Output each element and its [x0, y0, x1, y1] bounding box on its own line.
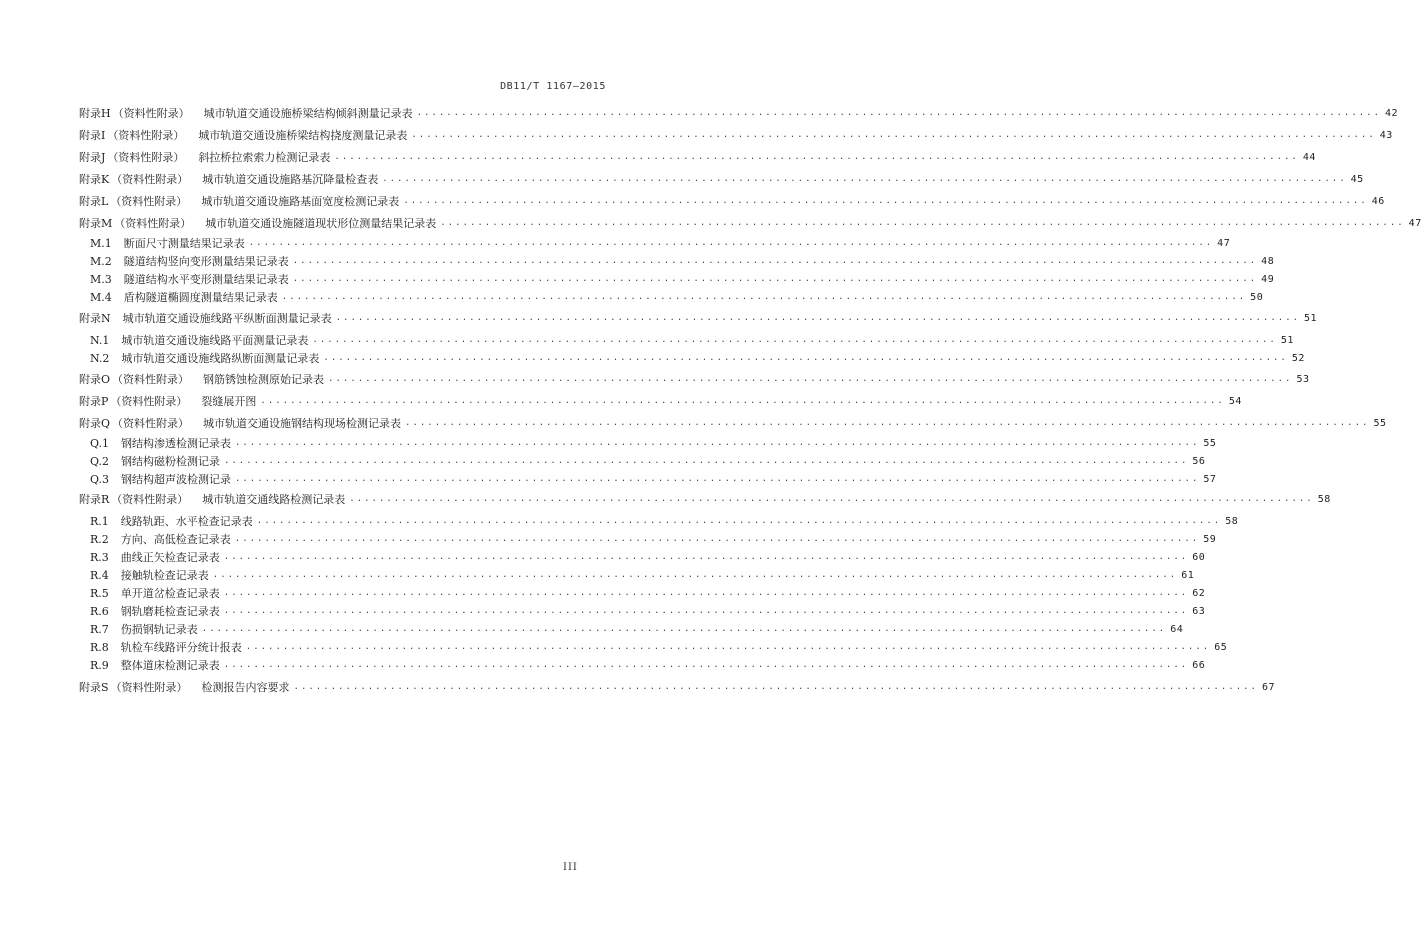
toc-entry[interactable] — [79, 193, 1385, 209]
toc-entry-page-number: 47 — [1217, 238, 1231, 249]
toc-subentry[interactable] — [90, 513, 1239, 529]
toc-entry-code: R.1 — [90, 515, 109, 528]
toc-subentry[interactable] — [90, 350, 1305, 366]
toc-entry-code: 附录R — [79, 493, 110, 506]
toc-entry-title: 整体道床检测记录表 — [120, 659, 220, 672]
toc-entry-title: 单开道岔检查记录表 — [120, 587, 220, 600]
toc-subentry[interactable] — [90, 435, 1217, 451]
toc-entry[interactable] — [79, 393, 1242, 409]
toc-dot-leader: .................................................................................................................................. — [416, 108, 1381, 118]
toc-entry-code: R.8 — [90, 641, 109, 654]
toc-entry-page-number: 45 — [1350, 174, 1364, 185]
toc-entry-title: 曲线正矢检查记录表 — [120, 551, 220, 564]
toc-entry-title: 检测报告内容要求 — [201, 681, 290, 694]
toc-entry-code: 附录H — [79, 107, 111, 120]
toc-subentry[interactable] — [90, 549, 1206, 565]
toc-dot-leader: .................................................................................................................................. — [403, 196, 1368, 206]
toc-entry-code: 附录P — [79, 395, 109, 408]
toc-entry[interactable] — [79, 105, 1399, 121]
toc-entry-code: M.4 — [90, 291, 112, 304]
toc-entry-page-number: 51 — [1304, 313, 1318, 324]
toc-entry-code: R.6 — [90, 605, 109, 618]
toc-entry-page-number: 62 — [1192, 588, 1206, 599]
toc-entry-title: 钢结构磁粉检测记录 — [120, 455, 220, 468]
toc-entry-annex-type: （资料性附录） — [111, 493, 189, 506]
toc-entry-page-number: 67 — [1261, 682, 1275, 693]
toc-entry[interactable] — [79, 171, 1364, 187]
toc-entry[interactable] — [79, 127, 1393, 143]
toc-entry-title: 伤损钢轨记录表 — [120, 623, 198, 636]
toc-entry-annex-type: （资料性附录） — [107, 151, 185, 164]
toc-entry-page-number: 56 — [1192, 456, 1206, 467]
toc-entry-title: 城市轨道交通设施隧道现状形位测量结果记录表 — [205, 217, 437, 230]
toc-entry-code: R.7 — [90, 623, 109, 636]
toc-dot-leader: .................................................................................................................................. — [323, 353, 1288, 363]
toc-entry-page-number: 50 — [1250, 292, 1264, 303]
toc-entry-title: 钢结构超声波检测记录 — [120, 473, 231, 486]
toc-entry-title: 隧道结构竖向变形测量结果记录表 — [123, 255, 289, 268]
toc-entry-code: Q.1 — [90, 437, 109, 450]
toc-dot-leader: .................................................................................................................................. — [223, 660, 1189, 670]
toc-subentry[interactable] — [90, 453, 1206, 469]
toc-entry[interactable] — [79, 215, 1422, 231]
toc-dot-leader: .................................................................................................................................. — [334, 152, 1299, 162]
standard-code-header: DB11/T 1167—2015 — [500, 81, 606, 92]
toc-subentry[interactable] — [90, 271, 1275, 287]
toc-dot-leader: .................................................................................................................................. — [382, 174, 1347, 184]
toc-dot-leader: .................................................................................................................................. — [411, 130, 1376, 140]
toc-dot-leader: .................................................................................................................................. — [245, 642, 1211, 652]
toc-dot-leader: .................................................................................................................................. — [312, 335, 1277, 345]
toc-subentry[interactable] — [90, 531, 1217, 547]
toc-subentry[interactable] — [90, 471, 1217, 487]
toc-entry-page-number: 63 — [1192, 606, 1206, 617]
toc-entry[interactable] — [79, 310, 1318, 326]
toc-entry-code: R.4 — [90, 569, 109, 582]
toc-entry-annex-type: （资料性附录） — [112, 373, 190, 386]
toc-dot-leader: .................................................................................................................................. — [223, 606, 1189, 616]
toc-dot-leader: .................................................................................................................................. — [223, 552, 1189, 562]
toc-entry-title: 城市轨道交通设施线路平纵断面测量记录表 — [122, 312, 332, 325]
toc-entry-code: R.5 — [90, 587, 109, 600]
toc-dot-leader: .................................................................................................................................. — [292, 256, 1258, 266]
toc-entry-annex-type: （资料性附录） — [110, 395, 188, 408]
toc-dot-leader: .................................................................................................................................. — [335, 313, 1301, 323]
toc-entry-code: 附录O — [79, 373, 111, 386]
toc-dot-leader: .................................................................................................................................. — [234, 438, 1200, 448]
toc-entry-page-number: 46 — [1371, 196, 1385, 207]
toc-subentry[interactable] — [90, 289, 1264, 305]
toc-entry-page-number: 59 — [1203, 534, 1217, 545]
toc-entry-annex-type: （资料性附录） — [112, 107, 190, 120]
toc-entry-page-number: 65 — [1214, 642, 1228, 653]
toc-entry-code: M.3 — [90, 273, 112, 286]
toc-entry-page-number: 60 — [1192, 552, 1206, 563]
toc-entry-page-number: 57 — [1203, 474, 1217, 485]
toc-subentry[interactable] — [90, 657, 1206, 673]
toc-dot-leader: .................................................................................................................................. — [281, 292, 1247, 302]
toc-subentry[interactable] — [90, 621, 1184, 637]
toc-dot-leader: .................................................................................................................................. — [234, 474, 1200, 484]
toc-dot-leader: .................................................................................................................................. — [248, 238, 1214, 248]
toc-entry-page-number: 43 — [1379, 130, 1393, 141]
toc-entry-title: 裂缝展开图 — [201, 395, 257, 408]
toc-entry-title: 城市轨道交通设施路基面宽度检测记录表 — [201, 195, 400, 208]
toc-entry-title: 城市轨道交通设施线路纵断面测量记录表 — [121, 352, 320, 365]
toc-entry-code: R.9 — [90, 659, 109, 672]
toc-entry-page-number: 64 — [1170, 624, 1184, 635]
toc-entry-annex-type: （资料性附录） — [110, 195, 188, 208]
toc-entry-code: N.2 — [90, 352, 110, 365]
toc-entry-annex-type: （资料性附录） — [111, 173, 189, 186]
toc-dot-leader: .................................................................................................................................. — [328, 374, 1293, 384]
toc-entry-title: 城市轨道交通设施桥梁结构挠度测量记录表 — [198, 129, 408, 142]
toc-entry-code: 附录Q — [79, 417, 111, 430]
toc-dot-leader: .................................................................................................................................. — [223, 456, 1189, 466]
toc-dot-leader: .................................................................................................................................. — [234, 534, 1200, 544]
toc-subentry[interactable] — [90, 639, 1228, 655]
toc-entry-page-number: 44 — [1302, 152, 1316, 163]
toc-dot-leader: .................................................................................................................................. — [201, 624, 1167, 634]
toc-entry-title: 城市轨道交通设施线路平面测量记录表 — [121, 334, 309, 347]
toc-dot-leader: .................................................................................................................................. — [349, 494, 1314, 504]
toc-entry-code: M.2 — [90, 255, 112, 268]
toc-entry-code: 附录I — [79, 129, 106, 142]
toc-entry-code: R.3 — [90, 551, 109, 564]
toc-entry-title: 轨检车线路评分统计报表 — [120, 641, 242, 654]
toc-dot-leader: .................................................................................................................................. — [405, 418, 1370, 428]
toc-subentry[interactable] — [90, 585, 1206, 601]
toc-entry-title: 城市轨道交通线路检测记录表 — [202, 493, 346, 506]
toc-entry-title: 城市轨道交通设施桥梁结构倾斜测量记录表 — [203, 107, 413, 120]
toc-entry-code: 附录N — [79, 312, 111, 325]
toc-entry-title: 接触轨检查记录表 — [120, 569, 209, 582]
toc-entry-page-number: 66 — [1192, 660, 1206, 671]
toc-entry-title: 断面尺寸测量结果记录表 — [123, 237, 245, 250]
toc-entry-title: 方向、高低检查记录表 — [120, 533, 231, 546]
toc-subentry[interactable] — [90, 332, 1294, 348]
toc-entry-page-number: 61 — [1181, 570, 1195, 581]
toc-entry-title: 斜拉桥拉索索力检测记录表 — [198, 151, 331, 164]
toc-entry-page-number: 55 — [1203, 438, 1217, 449]
toc-entry-annex-type: （资料性附录） — [114, 217, 192, 230]
toc-entry-page-number: 48 — [1261, 256, 1275, 267]
toc-entry-title: 钢结构渗透检测记录表 — [120, 437, 231, 450]
toc-entry-page-number: 53 — [1296, 374, 1310, 385]
toc-entry[interactable] — [79, 149, 1316, 165]
toc-entry-title: 钢筋锈蚀检测原始记录表 — [203, 373, 325, 386]
toc-entry[interactable] — [79, 371, 1310, 387]
toc-entry-annex-type: （资料性附录） — [112, 417, 190, 430]
toc-dot-leader: .................................................................................................................................. — [260, 396, 1225, 406]
toc-entry-page-number: 42 — [1385, 108, 1399, 119]
toc-entry-title: 城市轨道交通设施路基沉降量检查表 — [202, 173, 379, 186]
toc-subentry[interactable] — [90, 235, 1231, 251]
toc-entry-code: 附录S — [79, 681, 109, 694]
toc-entry-code: Q.3 — [90, 473, 109, 486]
toc-entry-page-number: 55 — [1373, 418, 1387, 429]
toc-dot-leader: .................................................................................................................................. — [293, 682, 1258, 692]
toc-entry[interactable] — [79, 491, 1331, 507]
toc-entry-code: R.2 — [90, 533, 109, 546]
toc-subentry[interactable] — [90, 567, 1195, 583]
toc-entry-annex-type: （资料性附录） — [110, 681, 188, 694]
toc-dot-leader: .................................................................................................................................. — [256, 516, 1222, 526]
page-number-footer: III — [563, 862, 578, 873]
toc-dot-leader: .................................................................................................................................. — [212, 570, 1178, 580]
toc-subentry[interactable] — [90, 253, 1275, 269]
toc-entry-page-number: 49 — [1261, 274, 1275, 285]
toc-entry-title: 城市轨道交通设施钢结构现场检测记录表 — [203, 417, 402, 430]
toc-entry-code: 附录M — [79, 217, 113, 230]
toc-entry-code: 附录K — [79, 173, 110, 186]
toc-entry-page-number: 54 — [1228, 396, 1242, 407]
toc-entry-page-number: 58 — [1317, 494, 1331, 505]
toc-dot-leader: .................................................................................................................................. — [223, 588, 1189, 598]
toc-entry-title: 线路轨距、水平检查记录表 — [120, 515, 253, 528]
toc-dot-leader: .................................................................................................................................. — [292, 274, 1258, 284]
toc-dot-leader: .................................................................................................................................. — [440, 218, 1405, 228]
toc-entry-annex-type: （资料性附录） — [107, 129, 185, 142]
toc-entry-title: 钢轨磨耗检查记录表 — [120, 605, 220, 618]
toc-entry-code: M.1 — [90, 237, 112, 250]
toc-entry-title: 盾构隧道椭圆度测量结果记录表 — [123, 291, 278, 304]
toc-entry-code: 附录L — [79, 195, 109, 208]
toc-entry-code: Q.2 — [90, 455, 109, 468]
toc-entry-page-number: 47 — [1408, 218, 1422, 229]
toc-entry-title: 隧道结构水平变形测量结果记录表 — [123, 273, 289, 286]
toc-entry-page-number: 51 — [1280, 335, 1294, 346]
toc-entry-page-number: 52 — [1291, 353, 1305, 364]
toc-entry-page-number: 58 — [1225, 516, 1239, 527]
toc-entry-code: 附录J — [79, 151, 106, 164]
toc-entry[interactable] — [79, 679, 1275, 695]
toc-entry[interactable] — [79, 415, 1387, 431]
toc-entry-code: N.1 — [90, 334, 110, 347]
toc-subentry[interactable] — [90, 603, 1206, 619]
